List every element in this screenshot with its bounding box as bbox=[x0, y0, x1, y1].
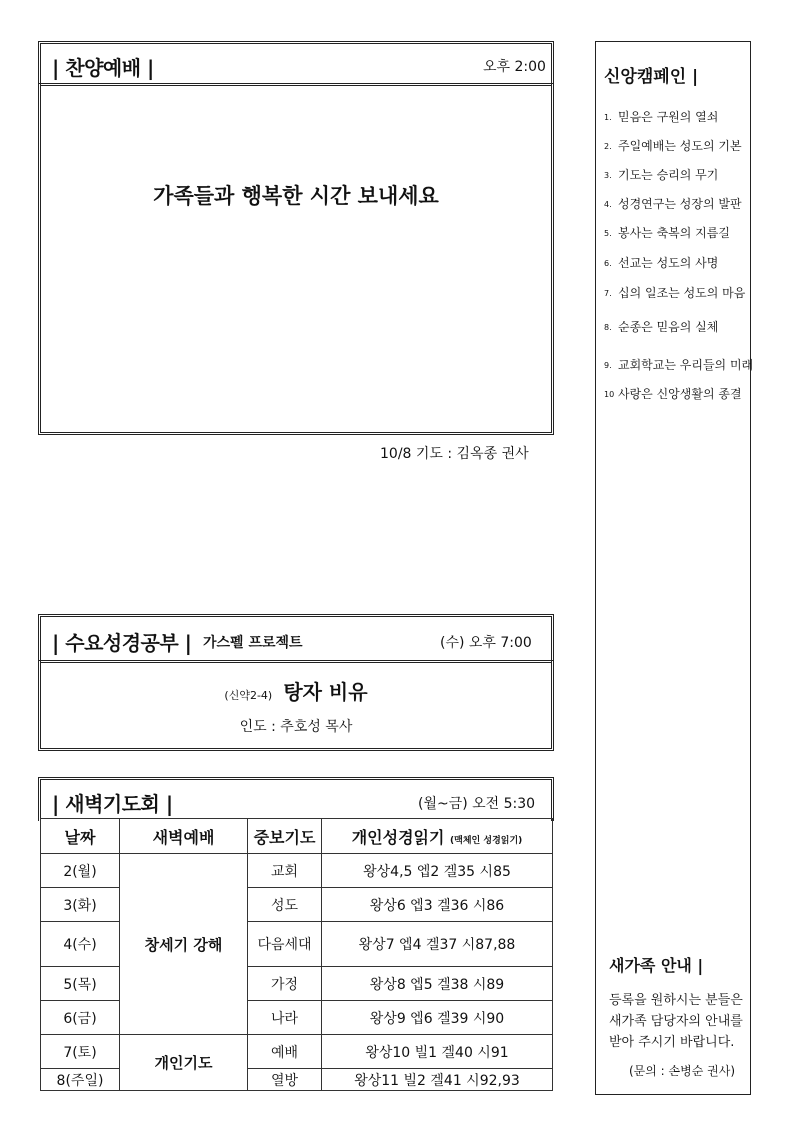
praise-time: 오후 2:00 bbox=[483, 59, 546, 75]
row-intercession: 다음세대 bbox=[248, 922, 322, 967]
row-reading: 왕상10 빌1 겔40 시91 bbox=[322, 1035, 553, 1069]
table-row bbox=[41, 854, 553, 888]
row-reading: 왕상6 엡3 겔36 시86 bbox=[322, 888, 553, 922]
table-row bbox=[41, 967, 553, 1001]
table-header-row bbox=[41, 819, 553, 854]
wednesday-box bbox=[38, 660, 554, 751]
newcomer-contact: (문의 : 손병순 권사) bbox=[629, 1064, 735, 1078]
table-row bbox=[41, 922, 553, 967]
row-intercession: 열방 bbox=[248, 1069, 322, 1091]
header-reading: 개인성경읽기 (맥체인 성경읽기) bbox=[322, 819, 553, 854]
list-item: 5. 봉사는 축복의 지름길 bbox=[604, 226, 730, 240]
row-date: 8(주일) bbox=[41, 1069, 120, 1091]
row-reading: 왕상11 빌2 겔41 시92,93 bbox=[322, 1069, 553, 1091]
wednesday-leader: 인도 : 추호성 목사 bbox=[239, 719, 353, 735]
wednesday-subtitle: 가스펠 프로젝트 bbox=[203, 635, 303, 651]
list-item: 8. 순종은 믿음의 실체 bbox=[604, 320, 719, 334]
dawn-title: | 새벽기도회 | bbox=[52, 792, 173, 816]
row-reading: 왕상4,5 엡2 겔35 시85 bbox=[322, 854, 553, 888]
list-item: 6. 선교는 성도의 사명 bbox=[604, 256, 719, 270]
list-item: 9. 교회학교는 우리들의 미래 bbox=[604, 358, 754, 372]
list-item: 4. 성경연구는 성장의 발판 bbox=[604, 197, 742, 211]
row-date: 5(목) bbox=[41, 967, 120, 1001]
row-reading: 왕상7 엡4 겔37 시87,88 bbox=[322, 922, 553, 967]
wednesday-time: (수) 오후 7:00 bbox=[440, 635, 532, 651]
row-intercession: 예배 bbox=[248, 1035, 322, 1069]
row-date: 6(금) bbox=[41, 1001, 120, 1035]
service-group-genesis: 창세기 강해 bbox=[120, 854, 248, 1035]
campaign-title: 신앙캠페인 | bbox=[604, 67, 699, 87]
list-item: 3. 기도는 승리의 무기 bbox=[604, 168, 719, 182]
row-intercession: 가정 bbox=[248, 967, 322, 1001]
list-item: 10 사랑은 신앙생활의 종결 bbox=[604, 387, 742, 401]
row-date: 4(수) bbox=[41, 922, 120, 967]
wednesday-topic-line bbox=[38, 676, 554, 705]
row-intercession: 나라 bbox=[248, 1001, 322, 1035]
row-date: 7(토) bbox=[41, 1035, 120, 1069]
header-intercession: 중보기도 bbox=[248, 819, 322, 854]
row-date: 2(월) bbox=[41, 854, 120, 888]
wednesday-ref: (신약2-4) bbox=[224, 689, 273, 702]
header-service: 새벽예배 bbox=[120, 819, 248, 854]
list-item: 1. 믿음은 구원의 열쇠 bbox=[604, 110, 719, 124]
newcomer-title: 새가족 안내 | bbox=[609, 956, 704, 975]
service-group-personal: 개인기도 bbox=[120, 1035, 248, 1091]
row-date: 3(화) bbox=[41, 888, 120, 922]
praise-message: 가족들과 행복한 시간 보내세요 bbox=[153, 184, 439, 208]
list-item: 2. 주일예배는 성도의 기본 bbox=[604, 139, 742, 153]
table-row bbox=[41, 888, 553, 922]
praise-title: | 찬양예배 | bbox=[52, 56, 154, 80]
row-intercession: 성도 bbox=[248, 888, 322, 922]
table-row bbox=[41, 1069, 553, 1091]
row-reading: 왕상9 엡6 겔39 시90 bbox=[322, 1001, 553, 1035]
row-reading: 왕상8 엡5 겔38 시89 bbox=[322, 967, 553, 1001]
table-row bbox=[41, 1001, 553, 1035]
wednesday-title: | 수요성경공부 | bbox=[52, 631, 192, 655]
newcomer-line-2: 새가족 담당자의 안내를 bbox=[609, 1014, 743, 1029]
newcomer-line-1: 등록을 원하시는 분들은 bbox=[609, 993, 743, 1008]
row-intercession: 교회 bbox=[248, 854, 322, 888]
praise-prayer: 10/8 기도 : 김옥종 권사 bbox=[380, 446, 529, 462]
praise-box bbox=[38, 83, 554, 435]
dawn-schedule-table bbox=[40, 818, 553, 1091]
list-item: 7. 십의 일조는 성도의 마음 bbox=[604, 286, 746, 300]
header-date: 날짜 bbox=[41, 819, 120, 854]
dawn-time: (월~금) 오전 5:30 bbox=[418, 796, 536, 812]
newcomer-line-3: 받아 주시기 바랍니다. bbox=[609, 1035, 735, 1050]
table-row bbox=[41, 1035, 553, 1069]
wednesday-topic: 탕자 비유 bbox=[283, 680, 368, 704]
